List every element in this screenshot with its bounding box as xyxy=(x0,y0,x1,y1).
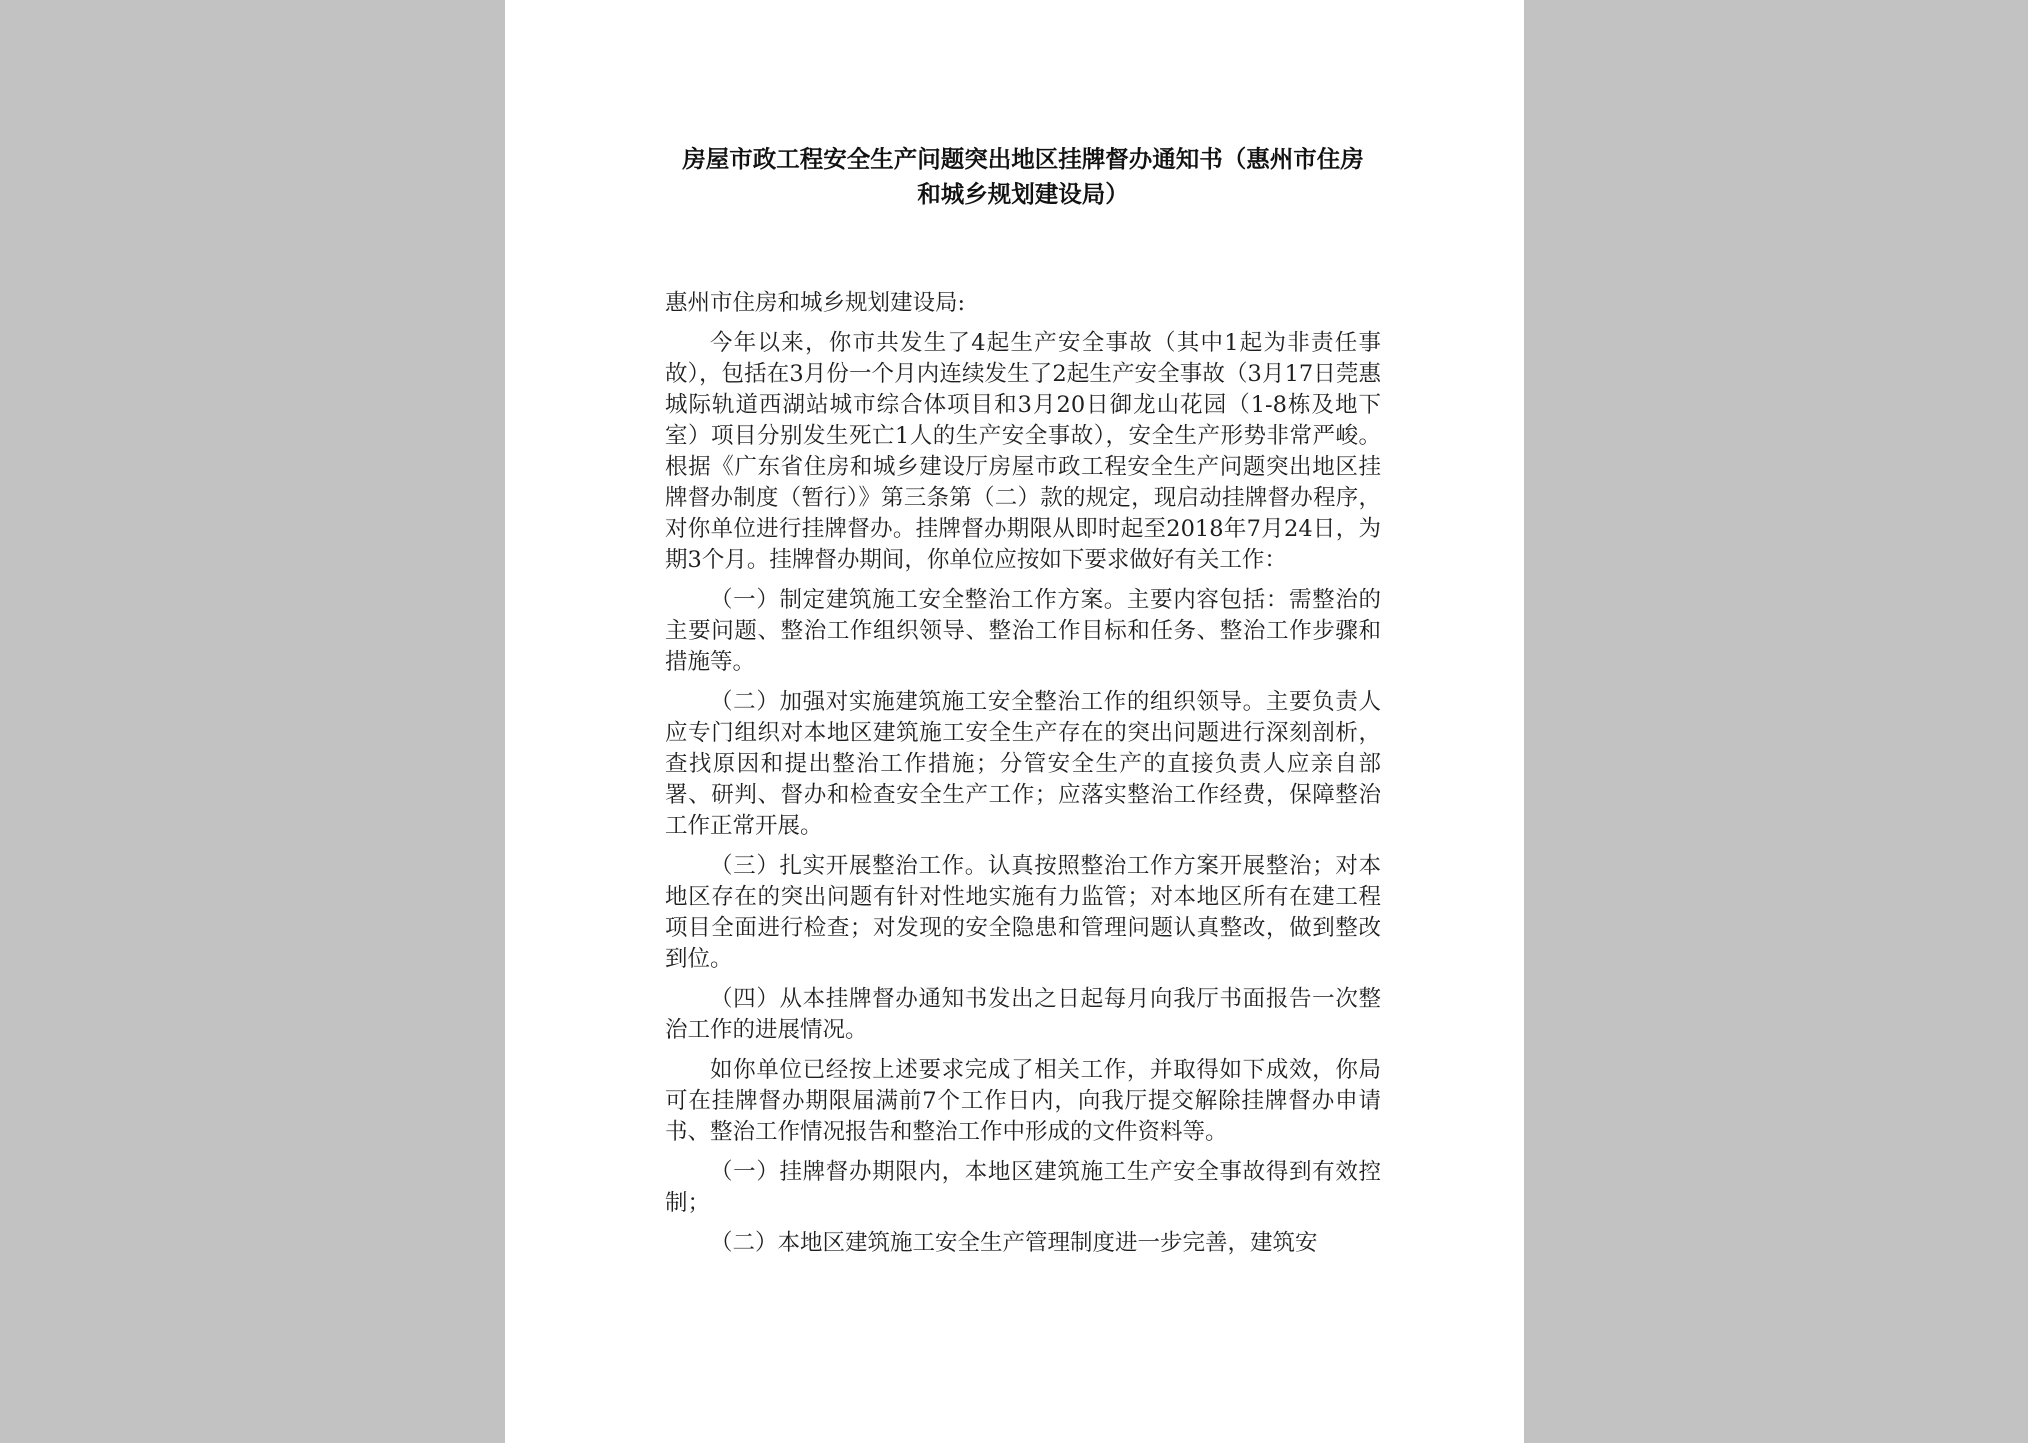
paragraph-requirement-1: （一）制定建筑施工安全整治工作方案。主要内容包括：需整治的主要问题、整治工作组织领导、整治工作目标和任务、整治工作步骤和措施等。 xyxy=(665,587,1381,675)
document-title: 房屋市政工程安全生产问题突出地区挂牌督办通知书（惠州市住房 和城乡规划建设局） xyxy=(682,145,1364,208)
document-page xyxy=(505,0,1524,1443)
paragraph-requirement-2: （二）加强对实施建筑施工安全整治工作的组织领导。主要负责人应专门组织对本地区建筑施工安全生产存在的突出问题进行深刻剖析，查找原因和提出整治工作措施；分管安全生产的直接负责人应亲自部署、研判、督办和检查安全生产工作；应落实整治工作经费，保障整治工作正常开展。 xyxy=(665,689,1381,839)
paragraph-result-1: （一）挂牌督办期限内，本地区建筑施工生产安全事故得到有效控制； xyxy=(665,1159,1381,1216)
paragraph-intro: 今年以来，你市共发生了4起生产安全事故（其中1起为非责任事故），包括在3月份一个月内连续发生了2起生产安全事故（3月17日莞惠城际轨道西湖站城市综合体项目和3月20日御龙山花园（1-8栋及地下室）项目分别发生死亡1人的生产安全事故），安全生产形势非常严峻。根据《广东省住房和城乡建设厅房屋市政工程安全生产问题突出地区挂牌督办制度（暂行）》第三条第（二）款的规定，现启动挂牌督办程序，对你单位进行挂牌督办。挂牌督办期限从即时起至2018年7月24日，为期3个月。挂牌督办期间，你单位应按如下要求做好有关工作： xyxy=(665,330,1381,573)
document-body xyxy=(665,288,1381,1268)
salutation: 惠州市住房和城乡规划建设局: xyxy=(665,290,966,316)
paragraph-requirement-3: （三）扎实开展整治工作。认真按照整治工作方案开展整治；对本地区存在的突出问题有针对性地实施有力监管；对本地区所有在建工程项目全面进行检查；对发现的安全隐患和管理问题认真整改，做到整改到位。 xyxy=(665,853,1381,972)
paragraph-requirement-4: （四）从本挂牌督办通知书发出之日起每月向我厅书面报告一次整治工作的进展情况。 xyxy=(665,986,1381,1043)
paragraph-completion: 如你单位已经按上述要求完成了相关工作，并取得如下成效，你局可在挂牌督办期限届满前7个工作日内，向我厅提交解除挂牌督办申请书、整治工作情况报告和整治工作中形成的文件资料等。 xyxy=(665,1057,1381,1145)
paragraph-result-2: （二）本地区建筑施工安全生产管理制度进一步完善，建筑安 xyxy=(710,1230,1318,1256)
